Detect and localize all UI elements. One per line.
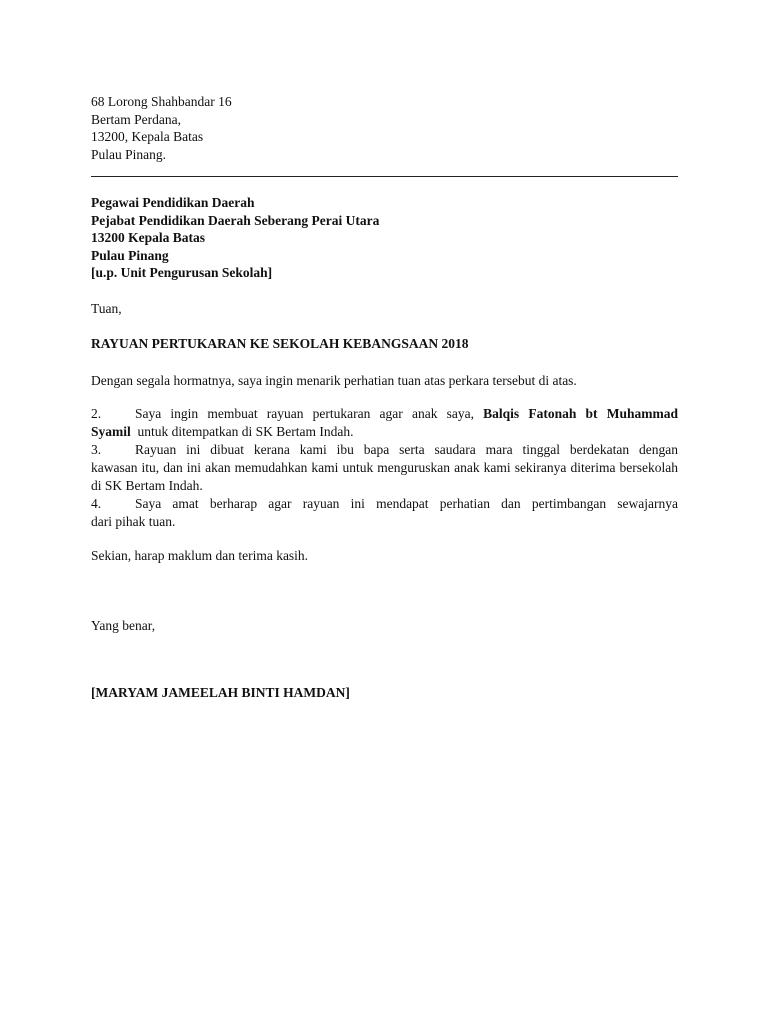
point-3 xyxy=(91,441,678,495)
point-3-number: 3. xyxy=(91,442,102,457)
subject-heading: RAYUAN PERTUKARAN KE SEKOLAH KEBANGSAAN 2018 xyxy=(91,336,469,351)
point-4-line-1: Saya amat berharap agar rayuan ini mendapat perhatian dan pertimbangan sewajarnya xyxy=(135,496,678,511)
point-4-continuation: dari pihak tuan. xyxy=(91,514,176,529)
valediction: Yang benar, xyxy=(91,617,156,633)
point-4 xyxy=(91,495,678,531)
sender-address xyxy=(91,93,678,163)
point-2-line-2 xyxy=(91,423,678,441)
opening-paragraph: Dengan segala hormatnya, saya ingin menarik perhatian tuan atas perkara tersebut di atas. xyxy=(91,372,577,388)
sender-line-2: Bertam Perdana, xyxy=(91,111,181,127)
point-2-child-name-part-1: Balqis Fatonah bt Muhammad xyxy=(483,406,678,421)
point-3-line-1: Rayuan ini dibuat kerana kami ibu bapa serta saudara mara tinggal berdekatan dengan xyxy=(135,442,678,457)
salutation: Tuan, xyxy=(91,300,122,316)
closing-line: Sekian, harap maklum dan terima kasih. xyxy=(91,548,309,563)
recipient-line-1: Pegawai Pendidikan Daerah xyxy=(91,195,255,210)
point-2-text: Saya ingin membuat rayuan pertukaran agar anak saya, xyxy=(135,406,484,421)
recipient-line-5: [u.p. Unit Pengurusan Sekolah] xyxy=(91,265,273,280)
point-2-text-end: untuk ditempatkan di SK Bertam Indah. xyxy=(130,424,354,439)
point-2-line-1 xyxy=(135,405,678,423)
point-3-continuation: kawasan itu, dan ini akan memudahkan kami untuk menguruskan anak kami sekiranya diterima bersekolah di SK Bertam Indah. xyxy=(91,460,678,493)
recipient-line-2: Pejabat Pendidikan Daerah Seberang Perai Utara xyxy=(91,212,380,228)
signatory-name: [MARYAM JAMEELAH BINTI HAMDAN] xyxy=(91,685,350,700)
point-2-child-name-part-2: Syamil xyxy=(91,424,131,439)
point-2-number: 2. xyxy=(91,406,102,421)
point-2 xyxy=(91,405,678,441)
point-4-number: 4. xyxy=(91,496,102,511)
recipient-line-3: 13200 Kepala Batas xyxy=(91,230,206,245)
recipient-line-4: Pulau Pinang xyxy=(91,247,169,263)
sender-line-1: 68 Lorong Shahbandar 16 xyxy=(91,94,232,109)
sender-line-3: 13200, Kepala Batas xyxy=(91,129,204,144)
letter-page xyxy=(91,93,678,702)
sender-line-4: Pulau Pinang. xyxy=(91,146,167,162)
address-divider xyxy=(91,176,678,177)
recipient-address xyxy=(91,194,678,282)
